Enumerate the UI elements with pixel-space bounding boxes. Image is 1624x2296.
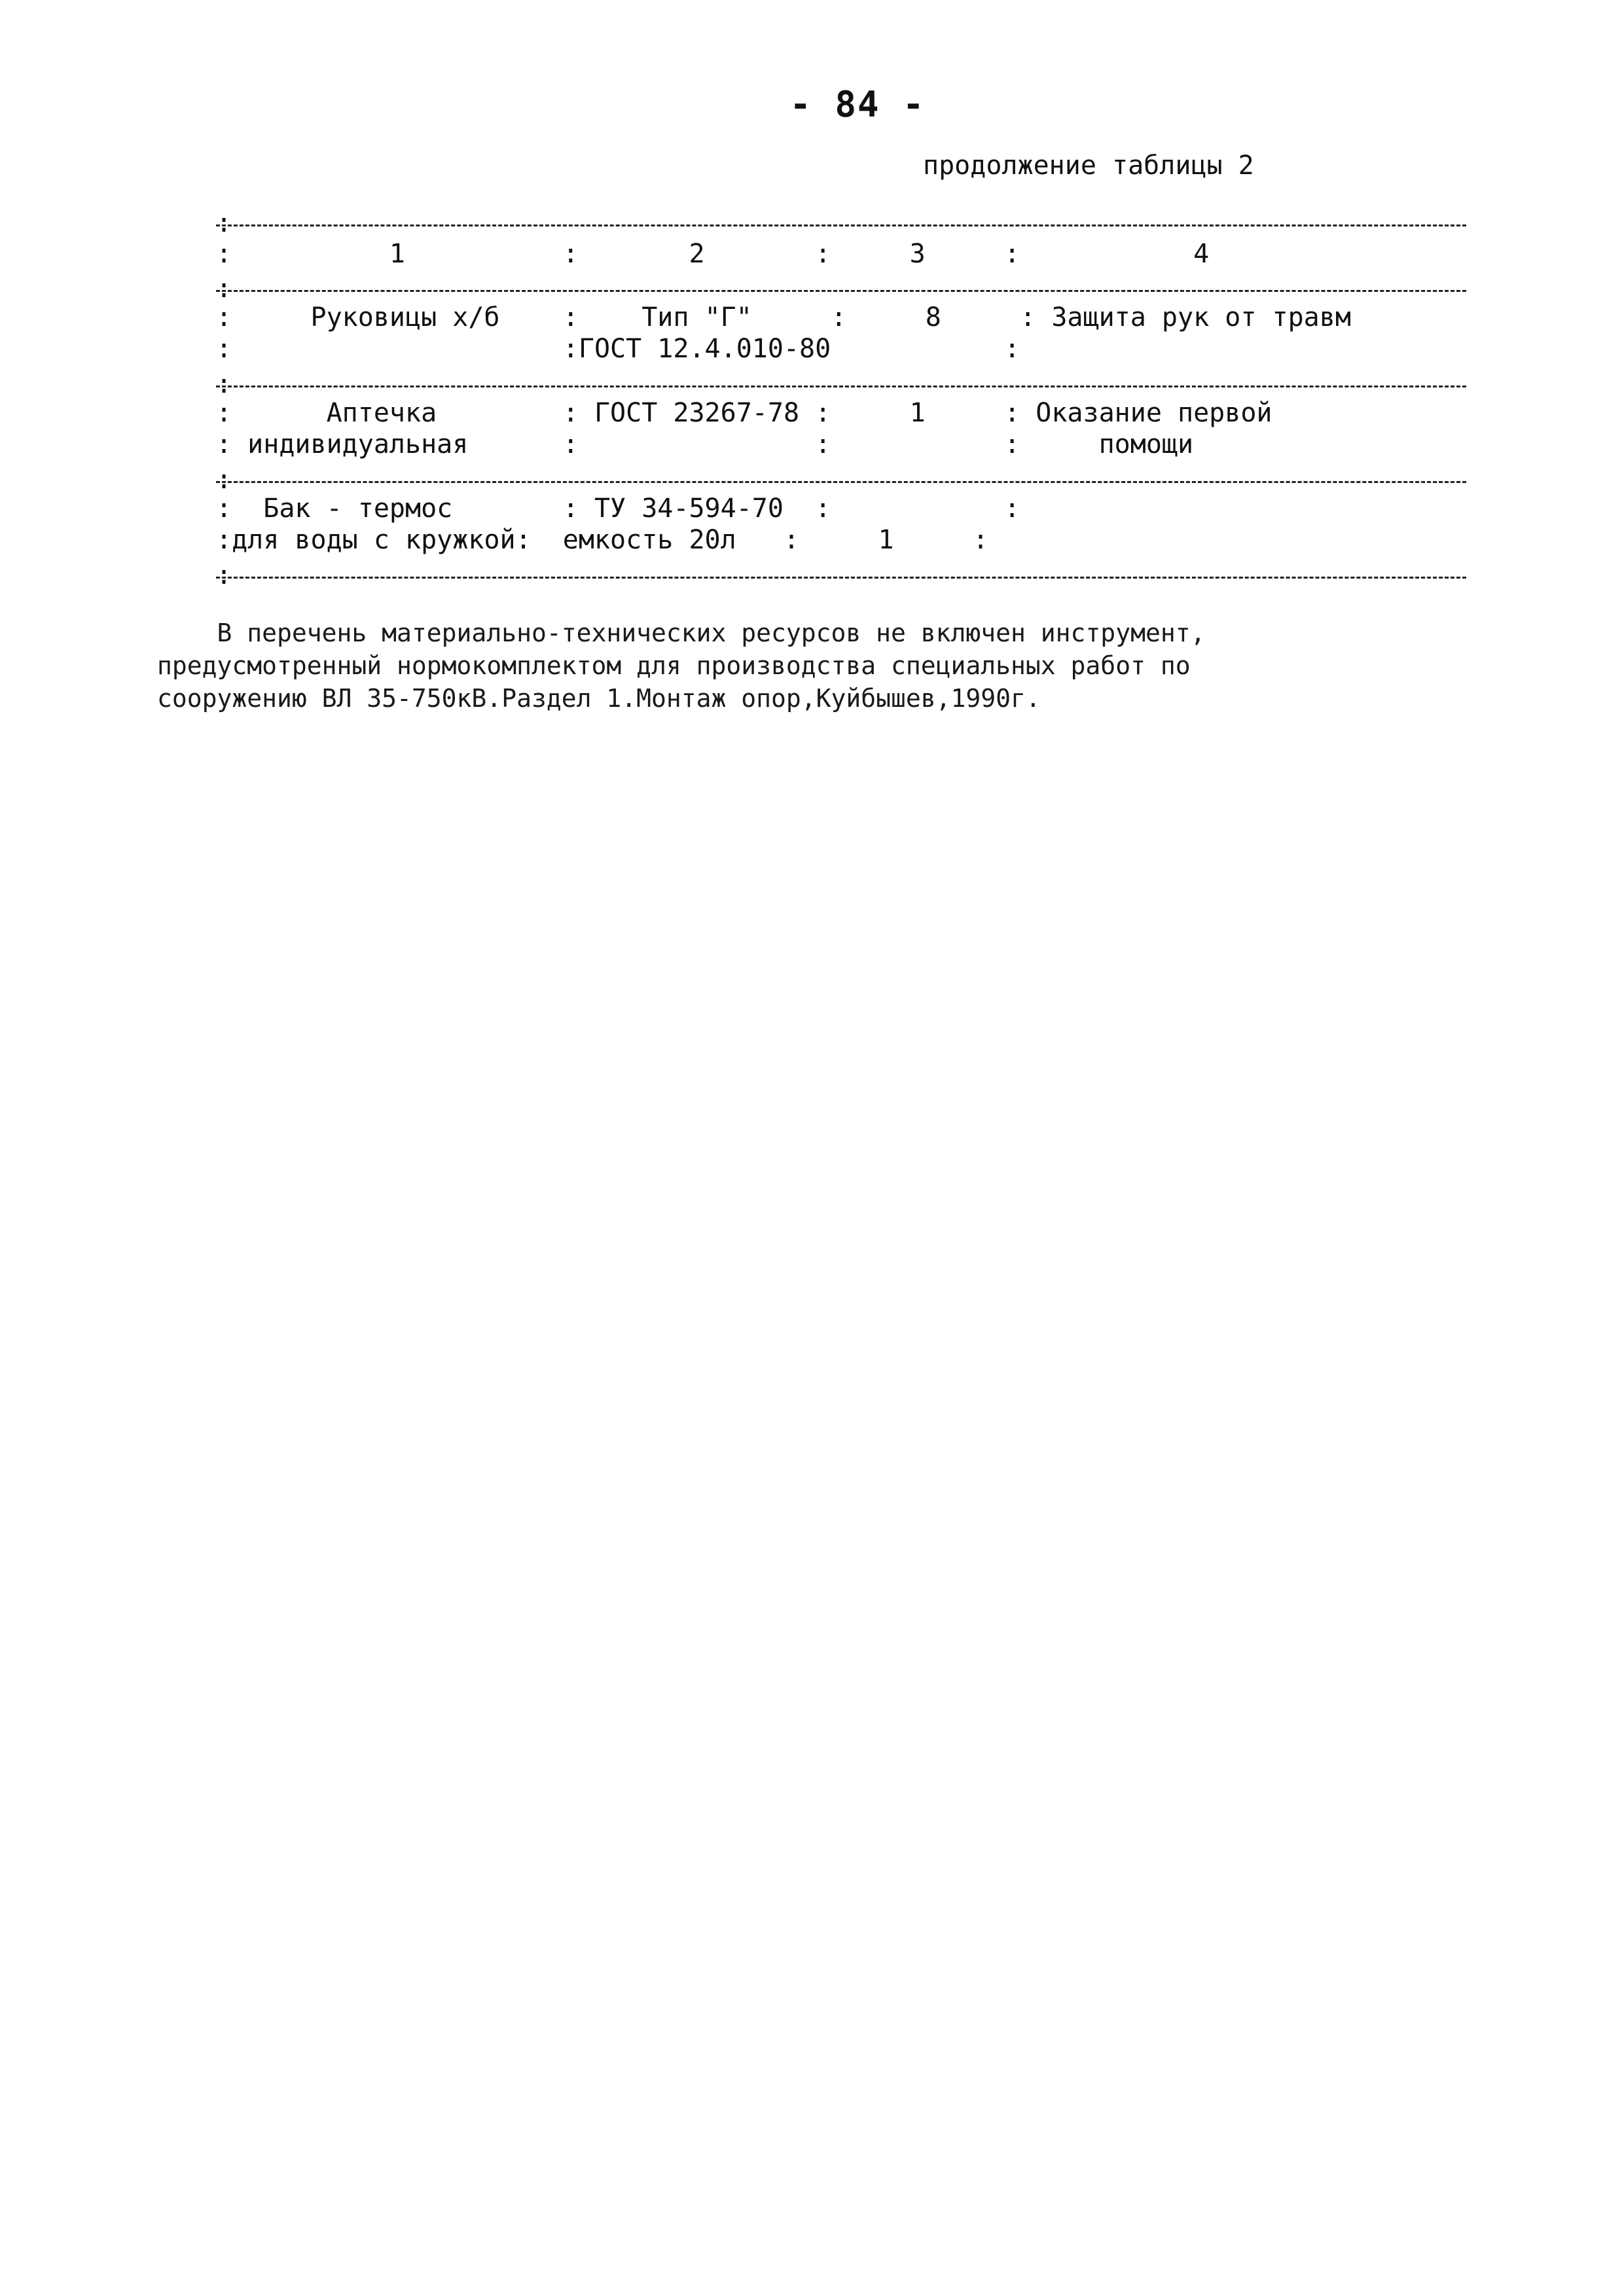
table-row-separator — [216, 481, 1466, 483]
table-left-mark-1: : — [216, 208, 232, 238]
table-bottom-border — [216, 577, 1466, 579]
note-line: предусмотренный нормокомплектом для производства специальных работ по — [157, 651, 1191, 680]
table-left-mark-4: : — [216, 465, 232, 495]
table-row: :для воды с кружкой: емкость 20л : 1 : — [216, 525, 989, 555]
table-left-mark-5: : — [216, 560, 232, 590]
table-left-mark-2: : — [216, 274, 232, 304]
table-row: : :ГОСТ 12.4.010-80 : — [216, 334, 1020, 364]
continuation-title: продолжение таблицы 2 — [923, 151, 1254, 181]
note-line: В перечень материально-технических ресурсов не включен инструмент, — [157, 619, 1206, 647]
table-top-border — [216, 224, 1466, 226]
table-row: : Аптечка : ГОСТ 23267-78 : 1 : Оказание первой — [216, 398, 1272, 428]
table-row: : Руковицы х/б : Тип "Г" : 8 : Защита рук от травм — [216, 302, 1351, 332]
table-row: : Бак - термос : ТУ 34-594-70 : : — [216, 493, 1020, 524]
table-row: : индивидуальная : : : помощи — [216, 429, 1194, 459]
table-row-separator — [216, 386, 1466, 387]
page-number: - 84 - — [789, 84, 926, 125]
table-header-separator — [216, 290, 1466, 292]
note-line: сооружению ВЛ 35-750кВ.Раздел 1.Монтаж опор,Куйбышев,1990г. — [157, 684, 1041, 713]
table-header-row: : 1 : 2 : 3 : 4 — [216, 239, 1210, 269]
table-left-mark-3: : — [216, 369, 232, 399]
